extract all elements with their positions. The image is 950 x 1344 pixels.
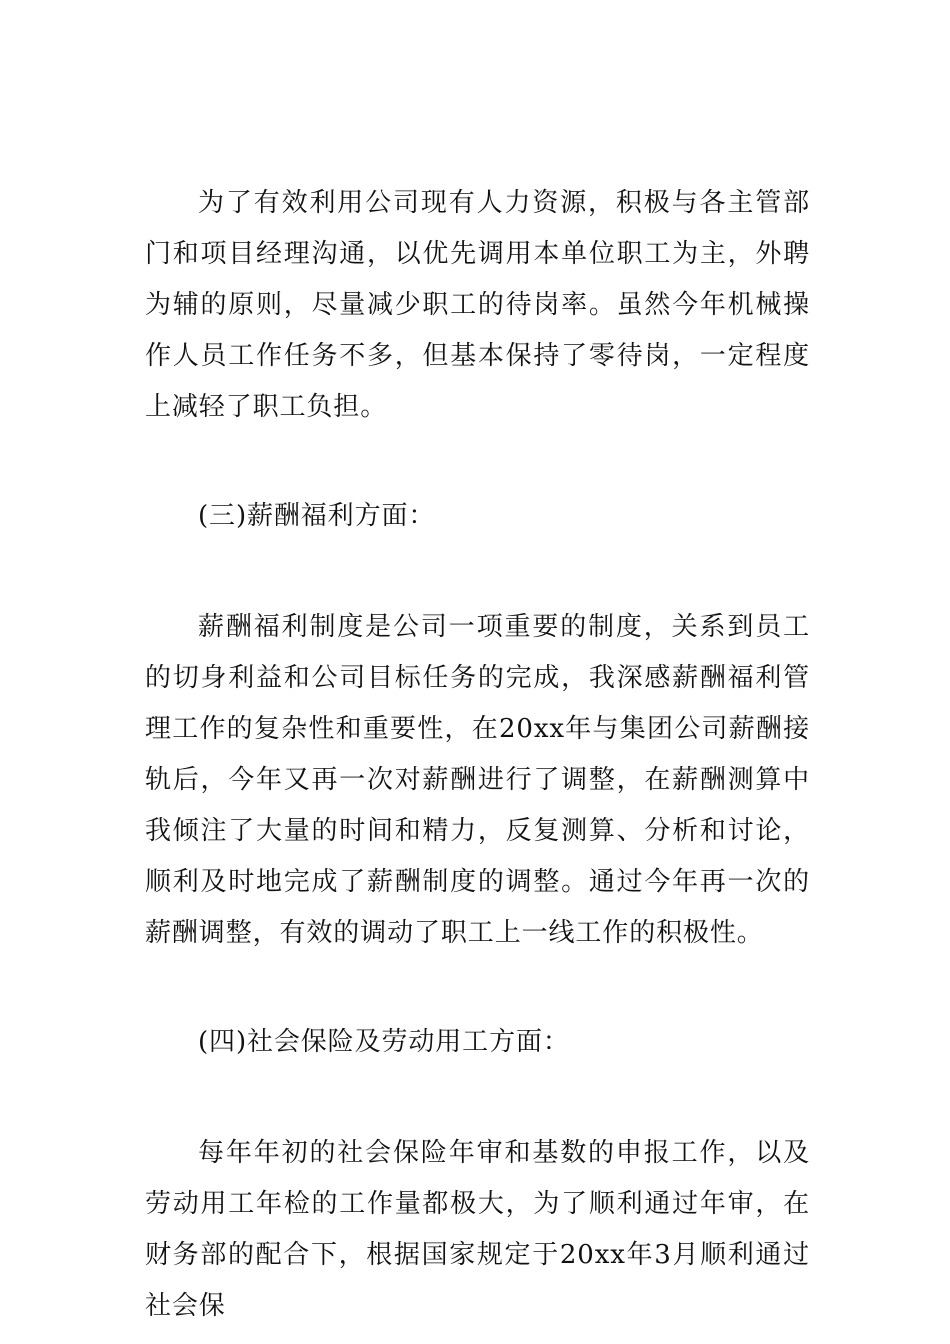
spacer bbox=[145, 959, 810, 1017]
spacer bbox=[145, 542, 810, 602]
paragraph-hr-resources: 为了有效利用公司现有人力资源，积极与各主管部门和项目经理沟通，以优先调用本单位职工为主，外聘为辅的原则，尽量减少职工的待岗率。虽然今年机械操作人员工作任务不多，但基本保持了零待岗，一定程度上减轻了职工负担。 bbox=[145, 188, 810, 422]
spacer bbox=[145, 1068, 810, 1128]
spacer bbox=[145, 433, 810, 491]
section-heading-salary-welfare: (三)薪酬福利方面： bbox=[198, 501, 436, 531]
document-body bbox=[145, 178, 810, 1332]
section-heading-social-insurance: (四)社会保险及劳动用工方面： bbox=[198, 1027, 570, 1057]
paragraph-salary-welfare: 薪酬福利制度是公司一项重要的制度，关系到员工的切身利益和公司目标任务的完成，我深感薪酬福利管理工作的复杂性和重要性，在20xx年与集团公司薪酬接轨后，今年又再一次对薪酬进行了调整，在薪酬测算中我倾注了大量的时间和精力，反复测算、分析和讨论，顺利及时地完成了薪酬制度的调整。通过今年再一次的薪酬调整，有效的调动了职工上一线工作的积极性。 bbox=[145, 612, 810, 948]
paragraph-social-insurance: 每年年初的社会保险年审和基数的申报工作，以及劳动用工年检的工作量都极大，为了顺利通过年审，在财务部的配合下，根据国家规定于20xx年3月顺利通过社会保 bbox=[145, 1138, 810, 1321]
